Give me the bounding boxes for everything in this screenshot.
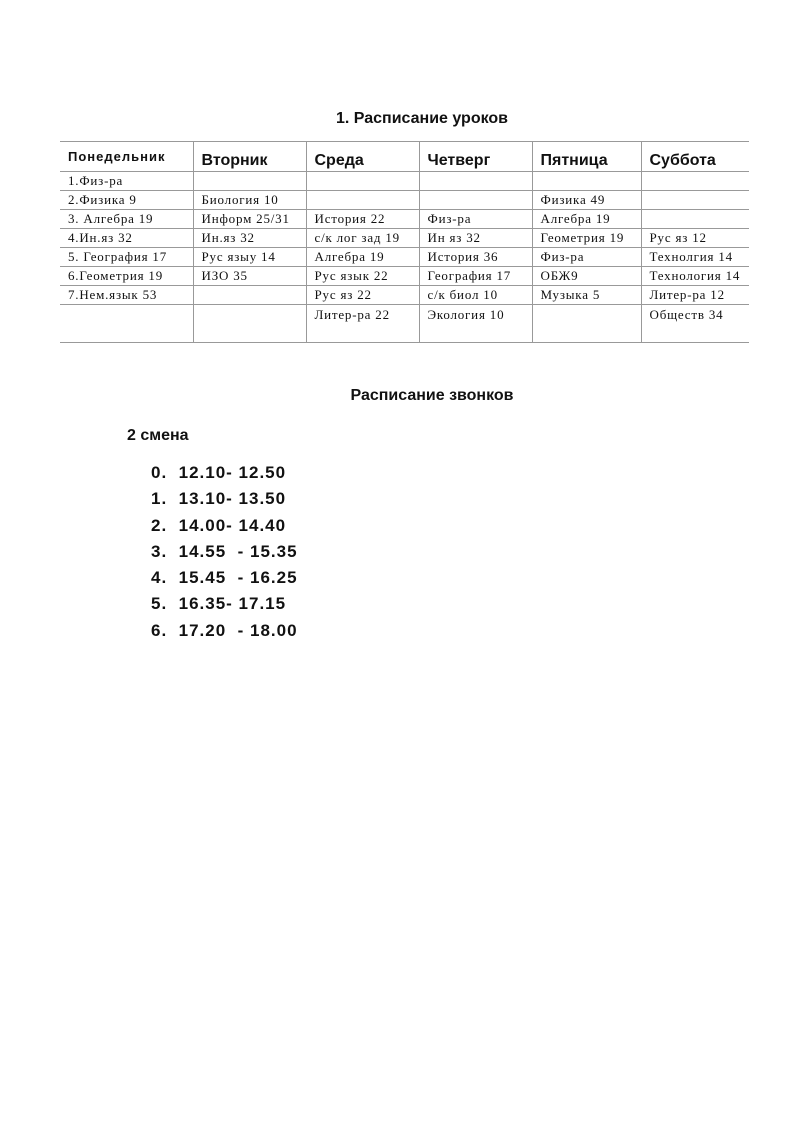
schedule-cell: 6.Геометрия 19 bbox=[60, 267, 193, 286]
schedule-cell: Литер-ра 12 bbox=[641, 286, 749, 305]
schedule-cell: Рус языу 14 bbox=[193, 248, 306, 267]
schedule-cell bbox=[60, 305, 193, 343]
schedule-cell: 5. География 17 bbox=[60, 248, 193, 267]
day-header-monday: Понедельник bbox=[60, 142, 193, 172]
schedule-cell: 4.Ин.яз 32 bbox=[60, 229, 193, 248]
schedule-cell: История 22 bbox=[306, 210, 419, 229]
schedule-cell bbox=[306, 191, 419, 210]
schedule-cell bbox=[641, 191, 749, 210]
day-header-friday: Пятница bbox=[532, 142, 641, 172]
bell-time-item: 4. 15.45 - 16.25 bbox=[151, 568, 298, 588]
schedule-cell bbox=[193, 172, 306, 191]
schedule-cell: Рус яз 22 bbox=[306, 286, 419, 305]
schedule-cell: Ин.яз 32 bbox=[193, 229, 306, 248]
table-row bbox=[60, 267, 749, 286]
day-header-wednesday: Среда bbox=[306, 142, 419, 172]
schedule-cell bbox=[532, 305, 641, 343]
schedule-cell bbox=[306, 172, 419, 191]
schedule-cell: с/к лог зад 19 bbox=[306, 229, 419, 248]
bell-time-item: 6. 17.20 - 18.00 bbox=[151, 620, 298, 640]
schedule-cell: с/к биол 10 bbox=[419, 286, 532, 305]
schedule-cell: 7.Нем.язык 53 bbox=[60, 286, 193, 305]
table-row bbox=[60, 210, 749, 229]
schedule-cell: Технология 14 bbox=[641, 267, 749, 286]
schedule-cell: 3. Алгебра 19 bbox=[60, 210, 193, 229]
schedule-cell: Рус яз 12 bbox=[641, 229, 749, 248]
day-header-saturday: Суббота bbox=[641, 142, 749, 172]
schedule-cell: История 36 bbox=[419, 248, 532, 267]
schedule-cell: Обществ 34 bbox=[641, 305, 749, 343]
schedule-cell bbox=[532, 172, 641, 191]
lesson-schedule-table bbox=[60, 141, 749, 343]
bell-schedule-title: Расписание звонков bbox=[350, 387, 514, 404]
schedule-cell: 1.Физ-ра bbox=[60, 172, 193, 191]
schedule-cell: Биология 10 bbox=[193, 191, 306, 210]
schedule-cell bbox=[193, 286, 306, 305]
schedule-cell: Литер-ра 22 bbox=[306, 305, 419, 343]
table-row bbox=[60, 172, 749, 191]
bell-time-item: 2. 14.00- 14.40 bbox=[151, 515, 287, 535]
schedule-cell: Технолгия 14 bbox=[641, 248, 749, 267]
table-row bbox=[60, 286, 749, 305]
table-row bbox=[60, 191, 749, 210]
schedule-cell: Ин яз 32 bbox=[419, 229, 532, 248]
schedule-cell: Физ-ра bbox=[419, 210, 532, 229]
bell-time-item: 5. 16.35- 17.15 bbox=[151, 594, 287, 614]
schedule-cell bbox=[419, 191, 532, 210]
schedule-cell: Алгебра 19 bbox=[306, 248, 419, 267]
bell-time-item: 1. 13.10- 13.50 bbox=[151, 489, 287, 509]
schedule-cell: Рус язык 22 bbox=[306, 267, 419, 286]
table-row bbox=[60, 248, 749, 267]
bell-time-item: 3. 14.55 - 15.35 bbox=[151, 541, 298, 561]
schedule-cell bbox=[419, 172, 532, 191]
schedule-cell: Физ-ра bbox=[532, 248, 641, 267]
schedule-cell: Музыка 5 bbox=[532, 286, 641, 305]
schedule-cell: Алгебра 19 bbox=[532, 210, 641, 229]
schedule-cell bbox=[641, 172, 749, 191]
shift-label: 2 смена bbox=[127, 427, 189, 444]
schedule-cell bbox=[641, 210, 749, 229]
schedule-cell: Физика 49 bbox=[532, 191, 641, 210]
page-title: 1. Расписание уроков bbox=[335, 110, 509, 127]
schedule-cell: Геометрия 19 bbox=[532, 229, 641, 248]
day-header-tuesday: Вторник bbox=[193, 142, 306, 172]
schedule-cell: ОБЖ9 bbox=[532, 267, 641, 286]
table-header-row bbox=[60, 142, 749, 172]
schedule-cell: 2.Физика 9 bbox=[60, 191, 193, 210]
table-row bbox=[60, 305, 749, 343]
bell-time-item: 0. 12.10- 12.50 bbox=[151, 463, 287, 482]
schedule-cell: География 17 bbox=[419, 267, 532, 286]
schedule-cell: ИЗО 35 bbox=[193, 267, 306, 286]
bell-times-list bbox=[151, 462, 298, 646]
schedule-cell: Экология 10 bbox=[419, 305, 532, 343]
table-row bbox=[60, 229, 749, 248]
schedule-cell: Информ 25/31 bbox=[193, 210, 306, 229]
day-header-thursday: Четверг bbox=[419, 142, 532, 172]
schedule-cell bbox=[193, 305, 306, 343]
